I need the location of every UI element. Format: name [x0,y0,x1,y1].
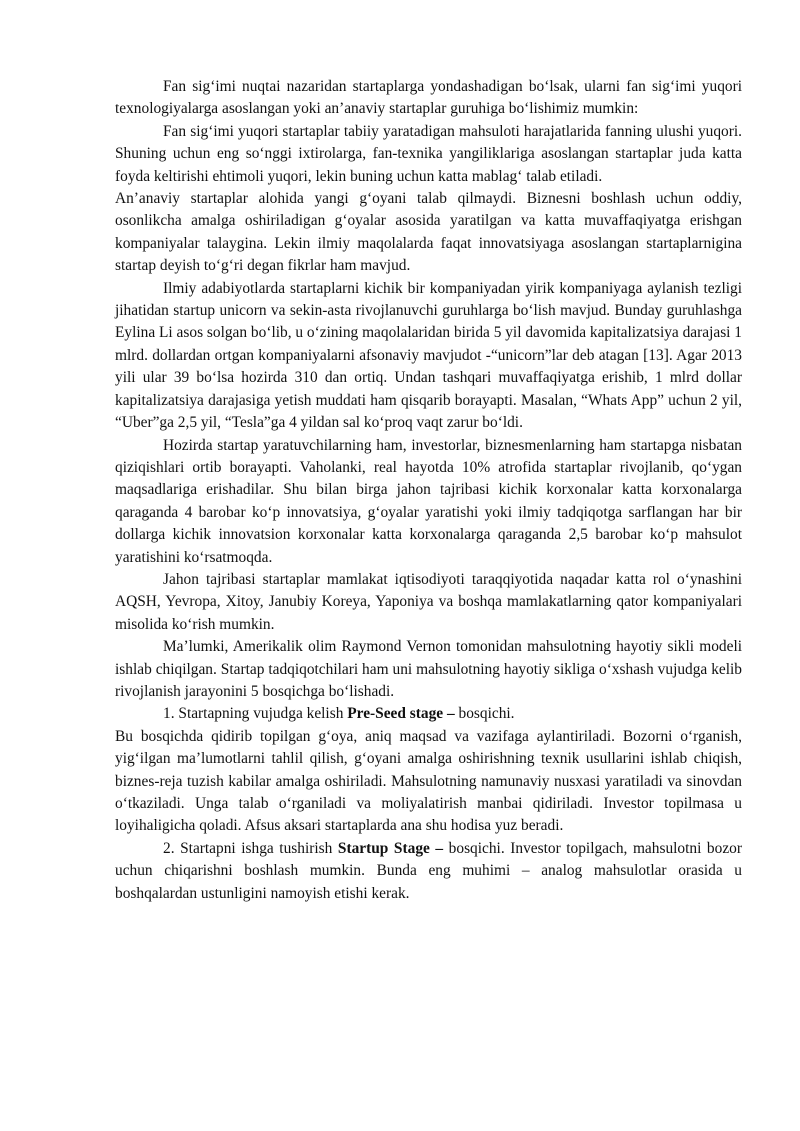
stage-2-name: Startup Stage – [337,839,444,857]
stage-2-suffix: bosqichi. Investor topilgach, mahsulotni bozor uchun chiqarishni boshlash mumkin. Bunda eng muhimi – analog mahsulotlar orasida u boshqalardan ustunligini namoyish etishi kerak. [115,839,742,902]
document-page [115,76,742,905]
paragraph-stage-1-heading [115,703,742,725]
paragraph-startup-interest: Hozirda startap yaratuvchilarning ham, investorlar, biznesmenlarning ham startapga nisbatan qiziqishlari ortib borayapti. Vaholanki, real hayotda 10% atrofida startaplar rivojlanib, qo‘ygan maqsadlariga erishadilar. Shu bilan birga jahon tajribasi kichik korxonalar katta korxonalarga qaraganda 4 barobar ko‘p innovatsiya, g‘oyalar yaratishi yoki ilmiy tadqiqotga sarflangan har bir dollarga kichik innovatsion korxonalar katta korxonalarga qaraganda 2,5 barobar ko‘p mahsulot yaratishini ko‘rsatmoqda. [115,436,742,566]
paragraph-high-science-startups: Fan sig‘imi yuqori startaplar tabiiy yaratadigan mahsuloti harajatlarida fanning ulushi yuqori. Shuning uchun eng so‘nggi ixtirolarga, fan-texnika yangiliklariga asoslangan startaplar juda katta foyda keltirishi ehtimoli yuqori, lekin buning uchun katta mablag‘ talab etiladi. [115,122,742,185]
stage-1-prefix: 1. Startapning vujudga kelish [163,705,348,723]
paragraph-science-intensity-intro: Fan sig‘imi nuqtai nazaridan startaplarga yondashadigan bo‘lsak, ularni fan sig‘imi yuqori texnologiyalarga asoslangan yoki an’anaviy startaplar guruhiga bo‘lishimiz mumkin: [115,78,742,118]
stage-2-prefix: 2. Startapni ishga tushirish [163,839,338,857]
paragraph-traditional-startups: An’anaviy startaplar alohida yangi g‘oyani talab qilmaydi. Biznesni boshlash uchun oddiy, osonlikcha amalga oshiriladigan g‘oyalar asosida yaratilgan va katta muvaffaqiyatga erishgan kompaniyalar talaygina. Lekin ilmiy maqolalarda faqat innovatsiyaga asoslangan startaplarnigina startap deyish to‘g‘ri degan fikrlar ham mavjud. [115,190,742,275]
stage-1-name: Pre-Seed stage – [347,705,455,723]
paragraph-unicorn-startups: Ilmiy adabiyotlarda startaplarni kichik bir kompaniyadan yirik kompaniyaga aylanish tezligi jihatidan startup unicorn va sekin-asta rivojlanuvchi guruhlarga bo‘lish mavjud. Bunday guruhlashga Eylina Li asos solgan bo‘lib, u o‘zining maqolalaridan birida 5 yil davomida kapitalizatsiya darajasi 1 mlrd. dollardan ortgan kompaniyalarni afsonaviy mavjudot -“unicorn”lar deb atagan [13]. Agar 2013 yili ular 39 bo‘lsa hozirda 310 dan ortiq. Undan tashqari muvaffaqiyatga erishib, 1 mlrd dollar kapitalizatsiya darajasiga yetish muddati ham qisqarib borayapti. Masalan, “Whats App” uchun 2 yil, “Uber”ga 2,5 yil, “Tesla”ga 4 yildan sal ko‘proq vaqt zarur bo‘ldi. [115,279,743,432]
paragraph-stage-1-description: Bu bosqichda qidirib topilgan g‘oya, aniq maqsad va vazifaga aylantiriladi. Bozorni o‘rganish, yig‘ilgan ma’lumotlarni tahlil qilish, g‘oyani amalga oshirishning texnik usullarini ishlab chiqish, biznes-reja tuzish kabilar amalga oshiriladi. Mahsulotning namunaviy nusxasi yaratiladi va sinovdan o‘tkaziladi. Unga talab o‘rganiladi va moliyalatirish manbai qidiriladi. Investor topilmasa u loyihaligicha qoladi. Afsus aksari startaplarda ana shu hodisa yuz beradi. [115,727,742,835]
paragraph-world-experience: Jahon tajribasi startaplar mamlakat iqtisodiyoti taraqqiyotida naqadar katta rol o‘ynashini AQSH, Yevropa, Xitoy, Janubiy Koreya, Yaponiya va boshqa mamlakatlarning qator kompaniyalari misolida ko‘rish mumkin. [115,570,742,633]
paragraph-stage-2 [115,838,742,905]
stage-1-suffix: bosqichi. [454,705,515,723]
paragraph-product-life-cycle: Ma’lumki, Amerikalik olim Raymond Vernon tomonidan mahsulotning hayotiy sikli modeli ishlab chiqilgan. Startap tadqiqotchilari ham uni mahsulotning hayotiy sikliga o‘xshash vujudga kelib rivojlanish jarayonini 5 bosqichga bo‘lishadi. [115,638,742,700]
